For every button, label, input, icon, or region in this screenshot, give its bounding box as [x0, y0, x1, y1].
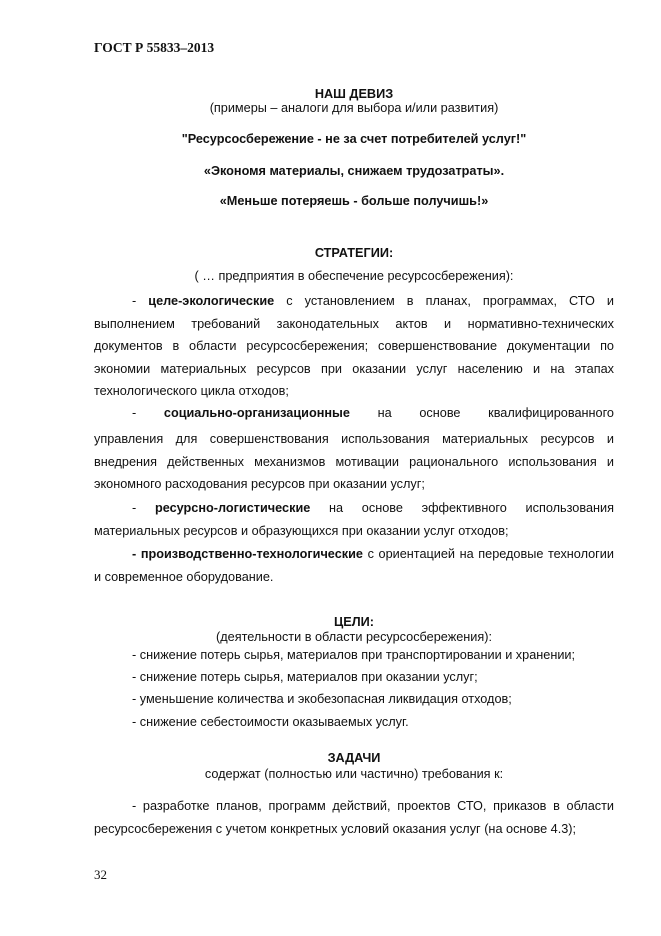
strategy-item-first-line [94, 406, 614, 420]
goal-item: - уменьшение количества и экобезопасная ликвидация отходов; [132, 692, 512, 706]
goal-item: - снижение себестоимости оказываемых услуг. [132, 715, 409, 729]
strategy-prefix: - [132, 547, 141, 561]
goals-title: ЦЕЛИ: [334, 615, 374, 629]
strategy-text: управления для совершенствования использования материальных ресурсов и внедрения действенных механизмов мотивации рационального использования и экономного расходования ресурсов при оказании услуг; [94, 432, 614, 491]
page-number: 32 [94, 867, 107, 882]
strategy-word: основе [419, 406, 461, 420]
strategies-subtitle: ( … предприятия в обеспечение ресурсосбережения): [194, 269, 514, 283]
strategy-text: с установлением в планах, программах, СТО и выполнением требований законодательных актов и нормативно-технических документов в области ресурсосбережения; совершенствование документации по экономии материальных ресурсов при оказании услуг населению и на этапах технологического цикла отходов; [94, 294, 614, 398]
strategy-word: квалифицированного [488, 406, 614, 420]
goal-item: - снижение потерь сырья, материалов при транспортировании и хранении; [132, 648, 576, 662]
strategy-prefix: - [132, 294, 149, 308]
strategy-text: на основе эффективного использования материальных ресурсов и образующихся при оказании услуг отходов; [94, 501, 614, 538]
slogan: "Ресурсосбережение - не за счет потребителей услуг!" [181, 132, 527, 146]
motto-title: НАШ ДЕВИЗ [314, 87, 394, 101]
strategy-item [94, 497, 614, 542]
task-item: - разработке планов, программ действий, проектов СТО, приказов в области ресурсосбережения с учетом конкретных условий оказания услуг (на основе 4.3); [94, 799, 614, 836]
slogan: «Экономя материалы, снижаем трудозатраты». [203, 164, 505, 178]
goals-subtitle: (деятельности в области ресурсосбережения): [216, 630, 492, 644]
strategy-word: на [377, 406, 392, 420]
strategy-item [94, 290, 614, 403]
tasks-subtitle: содержат (полностью или частично) требования к: [204, 767, 504, 781]
strategy-item [94, 543, 614, 588]
slogan: «Меньше потеряешь - больше получишь!» [219, 194, 489, 208]
document-header: ГОСТ Р 55833–2013 [94, 40, 215, 55]
strategy-prefix: - [132, 406, 137, 420]
strategy-text: с ориентацией на передовые технологии и современное оборудование. [94, 547, 614, 584]
motto-subtitle: (примеры – аналоги для выбора и/или развития) [209, 101, 499, 115]
strategy-term: производственно-технологические [140, 547, 363, 561]
strategy-prefix: - [132, 501, 155, 515]
strategies-title: СТРАТЕГИИ: [314, 246, 394, 260]
strategy-term: социально-организационные [163, 406, 350, 420]
tasks-title: ЗАДАЧИ [327, 751, 381, 765]
goal-item: - снижение потерь сырья, материалов при оказании услуг; [132, 670, 478, 684]
strategy-term: ресурсно-логистические [154, 501, 311, 515]
strategy-term: целе-экологические [148, 294, 275, 308]
